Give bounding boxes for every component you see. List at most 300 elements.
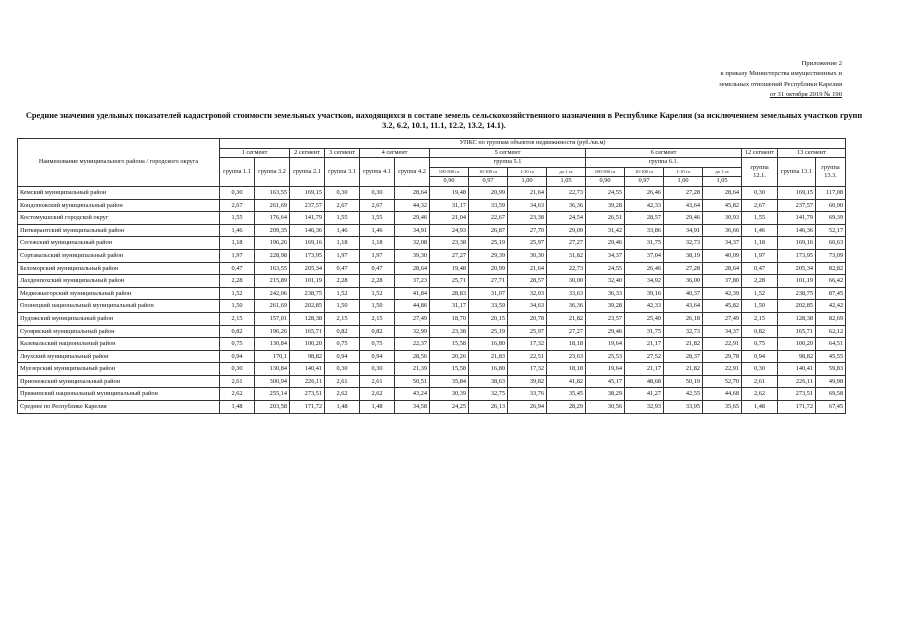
value-cell: 31,17 [430, 300, 469, 313]
value-cell: 1,50 [220, 300, 255, 313]
value-cell: 128,38 [290, 312, 325, 325]
header-group-12-1: группа 12.1. [742, 158, 778, 187]
value-cell: 226,11 [290, 375, 325, 388]
value-cell: 130,84 [255, 363, 290, 376]
value-cell: 128,38 [778, 312, 816, 325]
value-cell: 30,56 [586, 401, 625, 414]
value-cell: 2,28 [742, 275, 778, 288]
value-cell: 0,30 [360, 363, 395, 376]
value-cell: 26,13 [469, 401, 508, 414]
value-cell: 21,04 [430, 212, 469, 225]
value-cell: 33,59 [469, 199, 508, 212]
district-name-cell: Кондопожский муниципальный район [18, 199, 220, 212]
value-cell: 33,95 [664, 401, 703, 414]
value-cell: 37,23 [395, 275, 430, 288]
value-cell: 45,82 [703, 199, 742, 212]
value-cell: 27,28 [664, 262, 703, 275]
value-cell: 28,37 [664, 350, 703, 363]
value-cell: 273,51 [290, 388, 325, 401]
district-name-cell: Лоухский муниципальный район [18, 350, 220, 363]
header-group-1-1: группа 1.1 [220, 158, 255, 187]
value-cell: 25,40 [625, 312, 664, 325]
value-cell: 0,47 [360, 262, 395, 275]
value-cell: 16,80 [469, 363, 508, 376]
value-cell: 33,86 [625, 224, 664, 237]
value-cell: 36,00 [664, 275, 703, 288]
value-cell: 1,46 [360, 224, 395, 237]
value-cell: 1,52 [325, 287, 360, 300]
value-cell: 169,15 [290, 186, 325, 199]
value-cell: 21,64 [508, 186, 547, 199]
value-cell: 170,1 [255, 350, 290, 363]
value-cell: 22,73 [547, 186, 586, 199]
table-row [18, 237, 846, 250]
value-cell: 34,58 [395, 401, 430, 414]
value-cell: 22,73 [547, 262, 586, 275]
value-cell: 237,57 [778, 199, 816, 212]
value-cell: 0,94 [325, 350, 360, 363]
header-size-label: до 1 га [703, 167, 742, 177]
value-cell: 0,47 [220, 262, 255, 275]
header-coefficient: 0,97 [469, 177, 508, 187]
value-cell: 21,83 [469, 350, 508, 363]
value-cell: 30,93 [703, 212, 742, 225]
value-cell: 50,19 [664, 375, 703, 388]
value-cell: 27,27 [547, 325, 586, 338]
header-coefficient: 0,97 [625, 177, 664, 187]
table-row [18, 212, 846, 225]
value-cell: 0,94 [360, 350, 395, 363]
value-cell: 209,35 [255, 224, 290, 237]
value-cell: 60,90 [816, 199, 846, 212]
value-cell: 98,82 [778, 350, 816, 363]
value-cell: 2,28 [360, 275, 395, 288]
value-cell: 205,34 [290, 262, 325, 275]
value-cell: 255,14 [255, 388, 290, 401]
value-cell: 0,30 [742, 186, 778, 199]
value-cell: 1,55 [220, 212, 255, 225]
district-name-cell: Беломорский муниципальный район [18, 262, 220, 275]
value-cell: 26,18 [664, 312, 703, 325]
header-coefficient: 1,00 [664, 177, 703, 187]
header-coefficient: 1,05 [547, 177, 586, 187]
value-cell: 31,82 [547, 249, 586, 262]
value-cell: 52,17 [816, 224, 846, 237]
value-cell: 34,37 [703, 237, 742, 250]
value-cell: 32,75 [469, 388, 508, 401]
value-cell: 36,66 [703, 224, 742, 237]
table-row [18, 287, 846, 300]
value-cell: 15,58 [430, 363, 469, 376]
value-cell: 0,75 [220, 338, 255, 351]
value-cell: 2,61 [325, 375, 360, 388]
table-row [18, 275, 846, 288]
value-cell: 43,64 [664, 199, 703, 212]
value-cell: 42,33 [625, 199, 664, 212]
value-cell: 0,30 [220, 186, 255, 199]
district-name-cell: Олонецкий национальный муниципальный район [18, 300, 220, 313]
district-name-cell: Костомукшский городской округ [18, 212, 220, 225]
value-cell: 35,84 [430, 375, 469, 388]
value-cell: 100,20 [290, 338, 325, 351]
value-cell: 0,30 [220, 363, 255, 376]
value-cell: 22,37 [395, 338, 430, 351]
value-cell: 31,17 [430, 199, 469, 212]
value-cell: 0,75 [325, 338, 360, 351]
value-cell: 23,38 [508, 212, 547, 225]
value-cell: 20,78 [508, 312, 547, 325]
value-cell: 140,41 [778, 363, 816, 376]
value-cell: 39,16 [625, 287, 664, 300]
value-cell: 30,39 [430, 388, 469, 401]
value-cell: 42,55 [664, 388, 703, 401]
value-cell: 0,30 [325, 363, 360, 376]
value-cell: 28,64 [703, 262, 742, 275]
value-cell: 34,37 [586, 249, 625, 262]
value-cell: 42,39 [703, 287, 742, 300]
value-cell: 31,75 [625, 325, 664, 338]
value-cell: 34,92 [625, 275, 664, 288]
value-cell: 242,06 [255, 287, 290, 300]
value-cell: 2,61 [220, 375, 255, 388]
value-cell: 38,29 [586, 388, 625, 401]
value-cell: 45,82 [703, 300, 742, 313]
value-cell: 2,15 [742, 312, 778, 325]
value-cell: 28,56 [395, 350, 430, 363]
value-cell: 25,19 [469, 237, 508, 250]
value-cell: 38,19 [664, 249, 703, 262]
appendix-line-2: к приказу Министерства имущественных и [720, 70, 842, 78]
value-cell: 98,82 [290, 350, 325, 363]
header-group-4-1: группа 4.1 [360, 158, 395, 187]
value-cell: 43,24 [395, 388, 430, 401]
value-cell: 34,91 [395, 224, 430, 237]
value-cell: 41,27 [625, 388, 664, 401]
value-cell: 33,59 [469, 300, 508, 313]
value-cell: 169,15 [778, 186, 816, 199]
value-cell: 2,15 [360, 312, 395, 325]
value-cell: 1,55 [742, 212, 778, 225]
value-cell: 165,71 [778, 325, 816, 338]
value-cell: 171,72 [778, 401, 816, 414]
value-cell: 196,26 [255, 325, 290, 338]
value-cell: 0,94 [220, 350, 255, 363]
value-cell: 40,37 [664, 287, 703, 300]
value-cell: 1,46 [220, 224, 255, 237]
value-cell: 141,79 [290, 212, 325, 225]
header-segment-6: 6 сегмент [586, 148, 742, 158]
table-row [18, 375, 846, 388]
value-cell: 24,55 [586, 186, 625, 199]
value-cell: 39,28 [586, 199, 625, 212]
value-cell: 32,99 [395, 325, 430, 338]
value-cell: 21,82 [547, 312, 586, 325]
value-cell: 261,69 [255, 199, 290, 212]
value-cell: 62,12 [816, 325, 846, 338]
value-cell: 41,84 [395, 287, 430, 300]
value-cell: 34,63 [508, 300, 547, 313]
value-cell: 29,39 [469, 249, 508, 262]
value-cell: 28,83 [430, 287, 469, 300]
value-cell: 26,51 [586, 212, 625, 225]
value-cell: 19,48 [430, 186, 469, 199]
header-coefficient: 0,90 [586, 177, 625, 187]
value-cell: 18,70 [430, 312, 469, 325]
value-cell: 1,97 [220, 249, 255, 262]
value-cell: 66,42 [816, 275, 846, 288]
value-cell: 1,46 [325, 224, 360, 237]
value-cell: 1,48 [360, 401, 395, 414]
district-name-cell: Муезерский муниципальный район [18, 363, 220, 376]
value-cell: 1,48 [325, 401, 360, 414]
value-cell: 21,17 [625, 338, 664, 351]
district-name-cell: Калевальский национальный район [18, 338, 220, 351]
value-cell: 1,48 [742, 401, 778, 414]
value-cell: 69,39 [816, 212, 846, 225]
value-cell: 2,15 [325, 312, 360, 325]
header-size-label: 10-100 га [469, 167, 508, 177]
value-cell: 27,49 [395, 312, 430, 325]
table-row [18, 350, 846, 363]
header-size-label: до 1 га [547, 167, 586, 177]
value-cell: 20,15 [469, 312, 508, 325]
value-cell: 24,55 [586, 262, 625, 275]
value-cell: 45,55 [816, 350, 846, 363]
value-cell: 34,63 [508, 199, 547, 212]
header-group-5-1: группа 5.1 [430, 158, 586, 168]
district-name-cell: Суоярвский муниципальный район [18, 325, 220, 338]
value-cell: 27,27 [547, 237, 586, 250]
value-cell: 21,17 [625, 363, 664, 376]
value-cell: 18,18 [547, 363, 586, 376]
header-size-label: 1-10 га [664, 167, 703, 177]
value-cell: 26,46 [625, 262, 664, 275]
value-cell: 32,03 [508, 287, 547, 300]
header-size-label: 10-100 га [625, 167, 664, 177]
value-cell: 24,25 [430, 401, 469, 414]
value-cell: 1,52 [220, 287, 255, 300]
value-cell: 49,98 [816, 375, 846, 388]
value-cell: 1,50 [325, 300, 360, 313]
appendix-order-date: от 31 октября 2019 № 190 [769, 91, 842, 99]
value-cell: 2,67 [220, 199, 255, 212]
value-cell: 35,65 [703, 401, 742, 414]
header-segment-5: 5 сегмент [430, 148, 586, 158]
table-header [18, 139, 846, 187]
value-cell: 2,61 [742, 375, 778, 388]
header-coefficient: 1,05 [703, 177, 742, 187]
header-group-2-1: группа 2.1 [290, 158, 325, 187]
value-cell: 1,18 [220, 237, 255, 250]
district-name-cell: Пудожский муниципальный район [18, 312, 220, 325]
value-cell: 29,46 [664, 212, 703, 225]
value-cell: 29,46 [586, 325, 625, 338]
value-cell: 0,30 [742, 363, 778, 376]
value-cell: 39,30 [395, 249, 430, 262]
value-cell: 21,82 [664, 338, 703, 351]
value-cell: 32,08 [395, 237, 430, 250]
header-coefficient: 1,00 [508, 177, 547, 187]
value-cell: 21,82 [664, 363, 703, 376]
value-cell: 67,45 [816, 401, 846, 414]
value-cell: 29,78 [703, 350, 742, 363]
value-cell: 2,28 [325, 275, 360, 288]
value-cell: 39,28 [586, 300, 625, 313]
value-cell: 17,32 [508, 363, 547, 376]
value-cell: 28,64 [395, 186, 430, 199]
value-cell: 23,38 [430, 237, 469, 250]
value-cell: 25,97 [508, 325, 547, 338]
value-cell: 22,91 [703, 338, 742, 351]
value-cell: 226,11 [778, 375, 816, 388]
value-cell: 15,58 [430, 338, 469, 351]
value-cell: 48,68 [625, 375, 664, 388]
value-cell: 31,75 [625, 237, 664, 250]
value-cell: 21,64 [508, 262, 547, 275]
document-title: Средние значения удельных показателей кадастровой стоимости земельных участков, находящихся в составе земель сельскохозяйственного назначения в Республике Карелия (за исключением земельных участков групп 3.2, 6.2, 10.1, 11.1, 12.2, 13.2, 14.1). [25, 111, 863, 131]
header-group-13-1: группа 13.1 [778, 158, 816, 187]
value-cell: 1,97 [742, 249, 778, 262]
value-cell: 1,52 [742, 287, 778, 300]
value-cell: 52,70 [703, 375, 742, 388]
value-cell: 101,19 [290, 275, 325, 288]
value-cell: 18,18 [547, 338, 586, 351]
value-cell: 25,71 [430, 275, 469, 288]
value-cell: 0,94 [742, 350, 778, 363]
value-cell: 29,09 [547, 224, 586, 237]
value-cell: 171,72 [290, 401, 325, 414]
value-cell: 32,73 [664, 237, 703, 250]
table-row [18, 401, 846, 414]
value-cell: 42,42 [816, 300, 846, 313]
header-group-6-1: группа 6.1. [586, 158, 742, 168]
value-cell: 22,91 [703, 363, 742, 376]
value-cell: 28,57 [508, 275, 547, 288]
value-cell: 30,30 [508, 249, 547, 262]
value-cell: 44,32 [395, 199, 430, 212]
appendix-line-3: земельных отношений Республики Карелия [718, 80, 842, 88]
value-cell: 50,51 [395, 375, 430, 388]
value-cell: 2,62 [325, 388, 360, 401]
value-cell: 202,85 [778, 300, 816, 313]
value-cell: 35,45 [547, 388, 586, 401]
value-cell: 169,16 [778, 237, 816, 250]
value-cell: 25,19 [469, 325, 508, 338]
value-cell: 1,48 [220, 401, 255, 414]
district-name-cell: Сортавальский муниципальный район [18, 249, 220, 262]
value-cell: 22,67 [469, 212, 508, 225]
value-cell: 32,40 [586, 275, 625, 288]
district-name-cell: Пряжинский национальный муниципальный район [18, 388, 220, 401]
value-cell: 0,75 [742, 338, 778, 351]
header-group-3-2: группа 3.2 [255, 158, 290, 187]
value-cell: 238,75 [290, 287, 325, 300]
value-cell: 36,36 [547, 300, 586, 313]
value-cell: 19,64 [586, 338, 625, 351]
value-cell: 25,53 [586, 350, 625, 363]
value-cell: 0,82 [742, 325, 778, 338]
value-cell: 27,52 [625, 350, 664, 363]
value-cell: 23,63 [547, 350, 586, 363]
value-cell: 44,68 [703, 388, 742, 401]
district-name-cell: Питкярантский муниципальный район [18, 224, 220, 237]
value-cell: 31,07 [469, 287, 508, 300]
value-cell: 1,46 [742, 224, 778, 237]
value-cell: 82,69 [816, 312, 846, 325]
value-cell: 20,99 [469, 186, 508, 199]
table-row [18, 312, 846, 325]
value-cell: 173,95 [778, 249, 816, 262]
value-cell: 28,64 [703, 186, 742, 199]
value-cell: 2,62 [742, 388, 778, 401]
value-cell: 146,36 [290, 224, 325, 237]
value-cell: 43,64 [664, 300, 703, 313]
table-row [18, 262, 846, 275]
header-segment-12: 12 сегмент [742, 148, 778, 158]
header-size-label: 1-10 га [508, 167, 547, 177]
value-cell: 33,63 [547, 287, 586, 300]
header-size-label: 100-500 га [430, 167, 469, 177]
district-name-cell: Среднее по Республике Карелия [18, 401, 220, 414]
district-name-cell: Лахденпохский муниципальный район [18, 275, 220, 288]
district-name-cell: Сегежский муниципальный район [18, 237, 220, 250]
value-cell: 165,71 [290, 325, 325, 338]
table-body [18, 186, 846, 413]
value-cell: 34,37 [703, 325, 742, 338]
value-cell: 228,98 [255, 249, 290, 262]
value-cell: 196,26 [255, 237, 290, 250]
value-cell: 2,15 [220, 312, 255, 325]
value-cell: 26,94 [508, 401, 547, 414]
value-cell: 0,82 [325, 325, 360, 338]
value-cell: 1,50 [360, 300, 395, 313]
value-cell: 1,55 [325, 212, 360, 225]
value-cell: 82,82 [816, 262, 846, 275]
district-name-cell: Кемский муниципальный район [18, 186, 220, 199]
value-cell: 29,46 [586, 237, 625, 250]
value-cell: 1,18 [742, 237, 778, 250]
value-cell: 0,82 [360, 325, 395, 338]
table-row [18, 186, 846, 199]
table-row [18, 338, 846, 351]
value-cell: 30,00 [547, 275, 586, 288]
value-cell: 2,67 [742, 199, 778, 212]
value-cell: 38,63 [469, 375, 508, 388]
value-cell: 157,01 [255, 312, 290, 325]
value-cell: 40,09 [703, 249, 742, 262]
value-cell: 2,61 [360, 375, 395, 388]
table-row [18, 249, 846, 262]
value-cell: 26,87 [469, 224, 508, 237]
header-segment-3: 3 сегмент [325, 148, 360, 158]
header-group-4-2: группа 4.2 [395, 158, 430, 187]
value-cell: 0,30 [325, 186, 360, 199]
value-cell: 64,51 [816, 338, 846, 351]
value-cell: 1,55 [360, 212, 395, 225]
value-cell: 215,89 [255, 275, 290, 288]
header-segment-4: 4 сегмент [360, 148, 430, 158]
value-cell: 202,85 [290, 300, 325, 313]
value-cell: 1,97 [360, 249, 395, 262]
value-cell: 26,46 [625, 186, 664, 199]
value-cell: 140,41 [290, 363, 325, 376]
table-row [18, 224, 846, 237]
value-cell: 19,48 [430, 262, 469, 275]
value-cell: 2,67 [325, 199, 360, 212]
value-cell: 163,55 [255, 186, 290, 199]
value-cell: 16,80 [469, 338, 508, 351]
value-cell: 2,62 [360, 388, 395, 401]
